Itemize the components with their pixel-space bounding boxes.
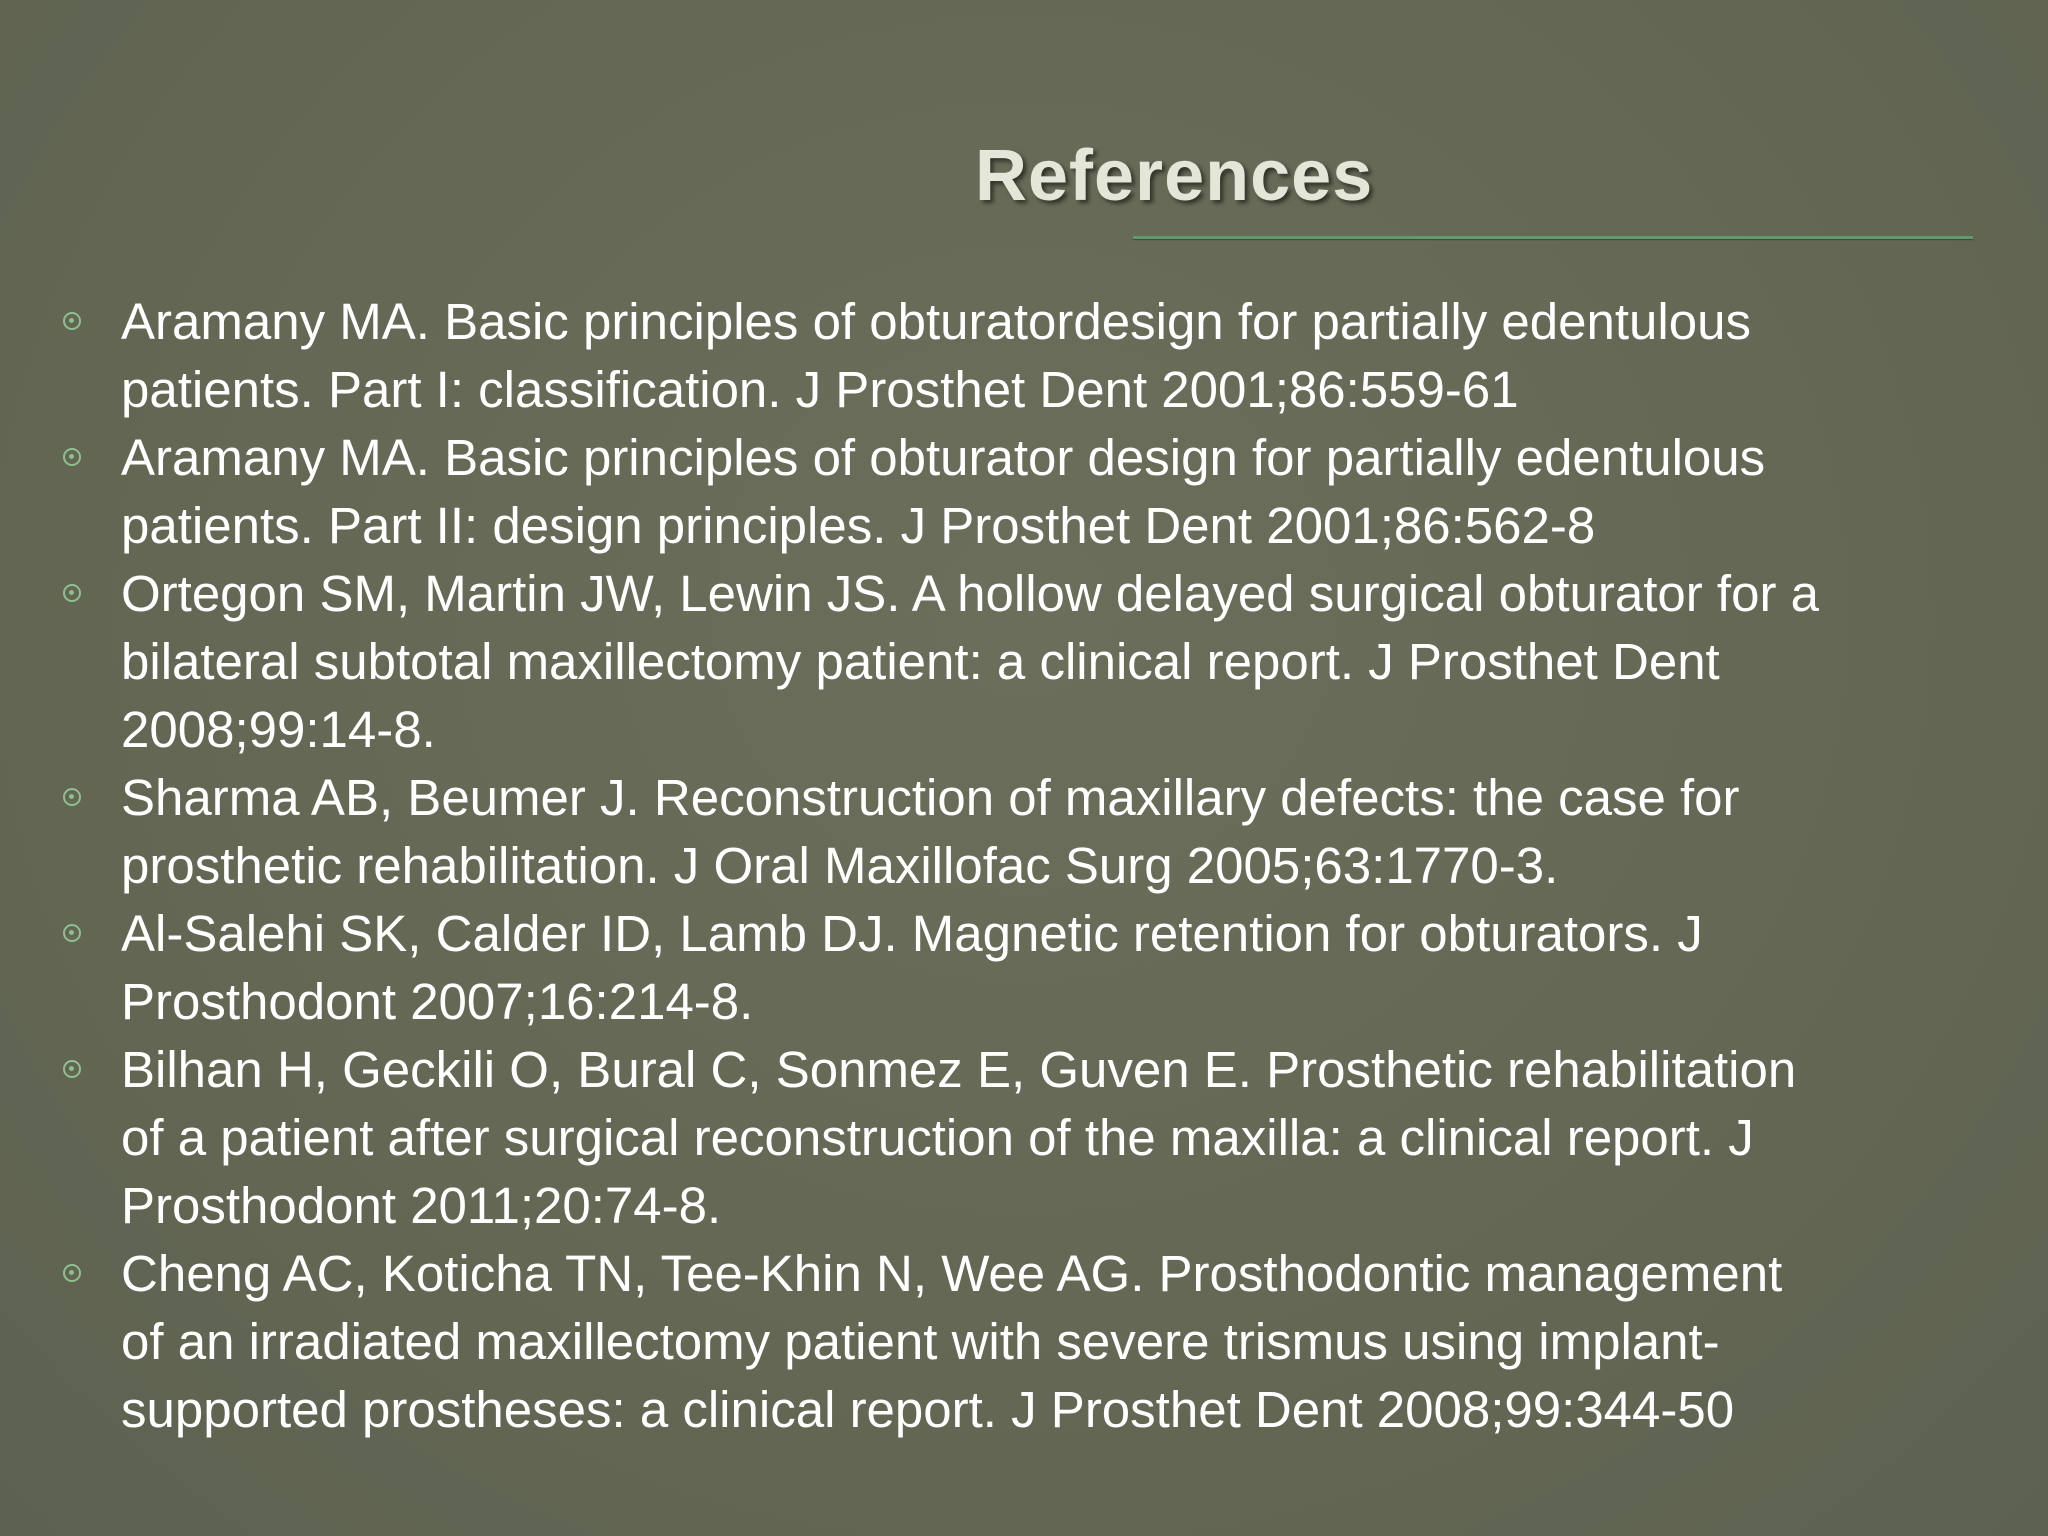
reference-line: Ortegon SM, Martin JW, Lewin JS. A hollow delayed surgical obturator for a [121,565,1819,622]
reference-line: Sharma AB, Beumer J. Reconstruction of maxillary defects: the case for [121,769,1740,826]
reference-line: Prosthodont 2011;20:74-8. [121,1177,722,1234]
reference-line: Al-Salehi SK, Calder ID, Lamb DJ. Magnetic retention for obturators. J [121,905,1703,962]
reference-line: bilateral subtotal maxillectomy patient: a clinical report. J Prosthet Dent [121,633,1720,690]
reference-line: Bilhan H, Geckili O, Bural C, Sonmez E, Guven E. Prosthetic rehabilitation [121,1041,1797,1098]
reference-line: patients. Part I: classification. J Prosthet Dent 2001;86:559-61 [121,361,1519,418]
reference-line: Prosthodont 2007;16:214-8. [121,973,754,1030]
reference-item [60,288,2020,424]
reference-line: patients. Part II: design principles. J Prosthet Dent 2001;86:562-8 [121,497,1596,554]
reference-line: supported prostheses: a clinical report. J Prosthet Dent 2008;99:344-50 [121,1381,1735,1438]
reference-item [60,1240,2020,1444]
reference-line: of a patient after surgical reconstruction of the maxilla: a clinical report. J [121,1109,1754,1166]
reference-line: Aramany MA. Basic principles of obturator design for partially edentulous [121,429,1766,486]
reference-line: Aramany MA. Basic principles of obturatordesign for partially edentulous [121,293,1751,350]
circle-dot-icon [63,1264,81,1282]
reference-line: Cheng AC, Koticha TN, Tee-Khin N, Wee AG. Prosthodontic management [121,1245,1783,1302]
reference-item [60,424,2020,560]
reference-list [60,288,2020,1444]
reference-item [60,1036,2020,1240]
reference-item [60,764,2020,900]
circle-dot-icon [63,584,81,602]
circle-dot-icon [63,788,81,806]
slide-title: References [975,136,1374,216]
circle-dot-icon [63,448,81,466]
title-underline [1133,236,1973,239]
reference-line: prosthetic rehabilitation. J Oral Maxillofac Surg 2005;63:1770-3. [121,837,1559,894]
circle-dot-icon [63,312,81,330]
reference-item [60,560,2020,764]
reference-line: of an irradiated maxillectomy patient with severe trismus using implant- [121,1313,1720,1370]
circle-dot-icon [63,924,81,942]
reference-line: 2008;99:14-8. [121,701,436,758]
reference-item [60,900,2020,1036]
circle-dot-icon [63,1060,81,1078]
